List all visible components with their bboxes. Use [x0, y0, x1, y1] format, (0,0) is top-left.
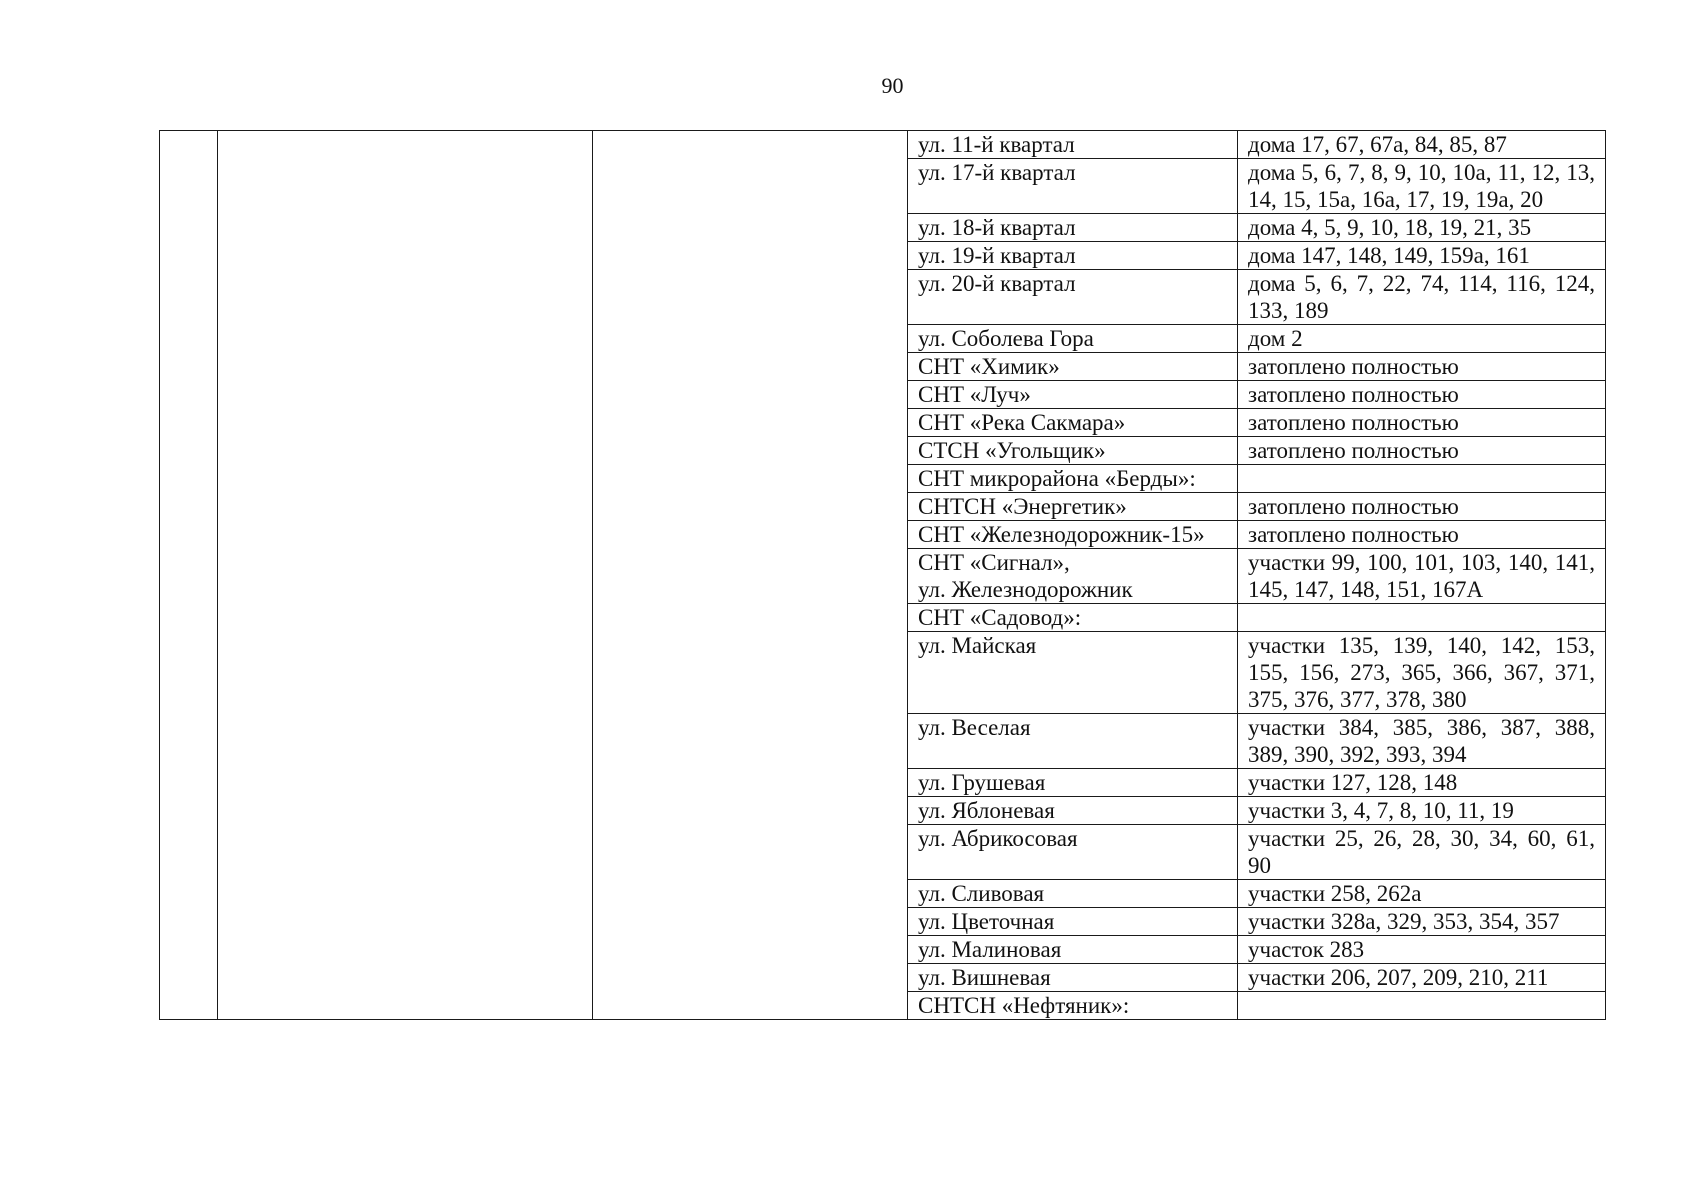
street-cell: СНТСН «Нефтяник»: — [908, 992, 1238, 1020]
street-cell: ул. Малиновая — [908, 936, 1238, 964]
district-column-cell — [218, 131, 593, 1020]
street-cell: ул. 17-й квартал — [908, 159, 1238, 214]
houses-cell — [1238, 465, 1606, 493]
street-cell: СНТ микрорайона «Берды»: — [908, 465, 1238, 493]
houses-cell — [1238, 992, 1606, 1020]
street-cell: ул. Майская — [908, 632, 1238, 714]
street-cell: ул. Сливовая — [908, 880, 1238, 908]
houses-cell: участки 99, 100, 101, 103, 140, 141, 145, 147, 148, 151, 167А — [1238, 549, 1606, 604]
houses-cell: участки 25, 26, 28, 30, 34, 60, 61, 90 — [1238, 825, 1606, 880]
flooded-areas-table — [159, 130, 1606, 1020]
street-cell: СНТ «Железнодорожник-15» — [908, 521, 1238, 549]
houses-cell: участки 328а, 329, 353, 354, 357 — [1238, 908, 1606, 936]
houses-cell: участок 283 — [1238, 936, 1606, 964]
settlement-column-cell — [593, 131, 908, 1020]
street-cell: ул. Абрикосовая — [908, 825, 1238, 880]
street-cell: ул. Соболева Гора — [908, 325, 1238, 353]
street-cell: ул. Грушевая — [908, 769, 1238, 797]
houses-cell: участки 127, 128, 148 — [1238, 769, 1606, 797]
street-cell: ул. Цветочная — [908, 908, 1238, 936]
street-cell: СНТ «Река Сакмара» — [908, 409, 1238, 437]
houses-cell: участки 384, 385, 386, 387, 388, 389, 390, 392, 393, 394 — [1238, 714, 1606, 769]
houses-cell: затоплено полностью — [1238, 493, 1606, 521]
houses-cell: участки 206, 207, 209, 210, 211 — [1238, 964, 1606, 992]
street-cell: ул. Вишневая — [908, 964, 1238, 992]
street-cell: ул. Яблоневая — [908, 797, 1238, 825]
houses-cell: дома 5, 6, 7, 22, 74, 114, 116, 124, 133, 189 — [1238, 270, 1606, 325]
houses-cell: дома 5, 6, 7, 8, 9, 10, 10а, 11, 12, 13, 14, 15, 15а, 16а, 17, 19, 19а, 20 — [1238, 159, 1606, 214]
number-column-cell — [160, 131, 218, 1020]
street-cell: ул. 11-й квартал — [908, 131, 1238, 159]
houses-cell: участки 3, 4, 7, 8, 10, 11, 19 — [1238, 797, 1606, 825]
houses-cell — [1238, 604, 1606, 632]
street-cell: СНТСН «Энергетик» — [908, 493, 1238, 521]
table-row — [160, 131, 1606, 159]
houses-cell: участки 258, 262а — [1238, 880, 1606, 908]
houses-cell: затоплено полностью — [1238, 409, 1606, 437]
houses-cell: затоплено полностью — [1238, 353, 1606, 381]
page-number: 90 — [881, 73, 904, 98]
street-cell: ул. 20-й квартал — [908, 270, 1238, 325]
street-cell: СНТ «Химик» — [908, 353, 1238, 381]
houses-cell: дома 4, 5, 9, 10, 18, 19, 21, 35 — [1238, 214, 1606, 242]
houses-cell: затоплено полностью — [1238, 381, 1606, 409]
street-cell: СНТ «Сигнал», ул. Железнодорожник — [908, 549, 1238, 604]
street-cell: ул. Веселая — [908, 714, 1238, 769]
houses-cell: дома 147, 148, 149, 159а, 161 — [1238, 242, 1606, 270]
houses-cell: дом 2 — [1238, 325, 1606, 353]
street-cell: СНТ «Луч» — [908, 381, 1238, 409]
street-cell: ул. 19-й квартал — [908, 242, 1238, 270]
street-cell: ул. 18-й квартал — [908, 214, 1238, 242]
street-cell: СТСН «Угольщик» — [908, 437, 1238, 465]
houses-cell: затоплено полностью — [1238, 521, 1606, 549]
houses-cell: затоплено полностью — [1238, 437, 1606, 465]
houses-cell: дома 17, 67, 67а, 84, 85, 87 — [1238, 131, 1606, 159]
street-cell: СНТ «Садовод»: — [908, 604, 1238, 632]
houses-cell: участки 135, 139, 140, 142, 153, 155, 156, 273, 365, 366, 367, 371, 375, 376, 377, 378, 380 — [1238, 632, 1606, 714]
table-body — [160, 131, 1606, 1020]
